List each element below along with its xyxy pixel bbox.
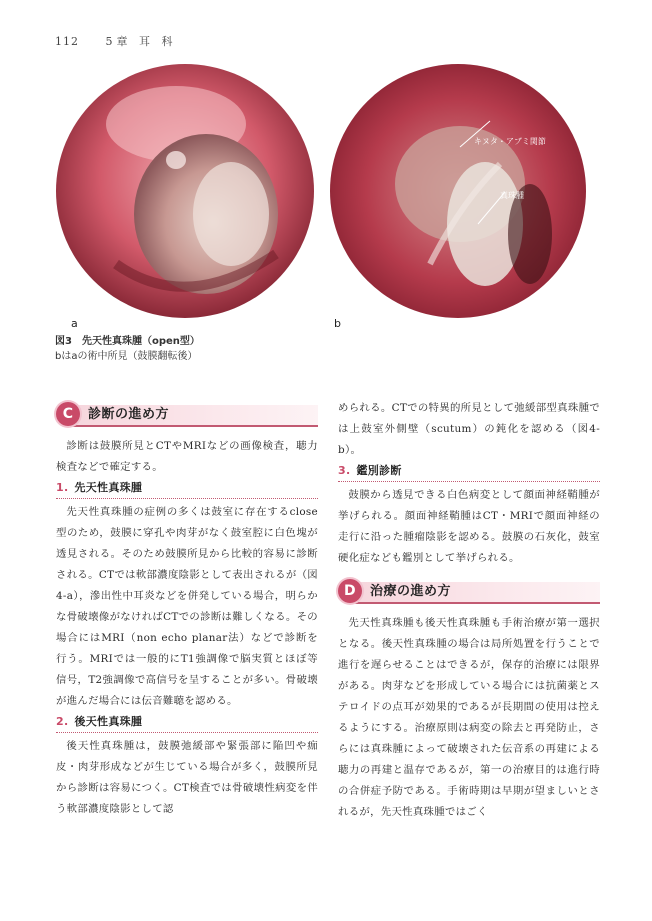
treatment-paragraph: 先天性真珠腫も後天性真珠腫も手術治療が第一選択となる。後天性真珠腫の場合は局所処置を行うことで進行を遅らせることはできるが，保存的治療には限界がある。肉芽などを形成している場合には抗菌薬とステロイドの点耳が効果的であるが長期間の使用は控えるようにする。治療原則は病変の除去と再発防止，さらには真珠腫によって破壊された伝音系の再建による聴力の再建と温存であるが，第一の治療目的は進行時の合併症予防である。手術時期は早期が望ましいとされるが，先天性真珠腫ではごく xyxy=(338,617,600,818)
panel-label-b: b xyxy=(334,317,341,330)
right-column xyxy=(338,398,600,823)
section-badge-c: C xyxy=(56,402,80,426)
left-column xyxy=(56,398,318,820)
caption-sub: bはaの術中所見（鼓膜翻転後） xyxy=(55,351,198,362)
panel-label-a: a xyxy=(71,317,78,330)
running-header xyxy=(55,33,177,49)
subheading-congenital: 1. 先天性真珠腫 xyxy=(56,478,318,499)
caption-title: 図3 先天性真珠腫（open型） xyxy=(55,336,200,347)
annotation-cholesteatoma: 真珠腫 xyxy=(500,191,524,200)
c-intro-paragraph: 診断は鼓膜所見とCTやMRIなどの画像検査，聴力検査などで確定する。 xyxy=(56,440,318,473)
congenital-paragraph: 先天性真珠腫の症例の多くは鼓室に存在するclose型のため，鼓膜に穿孔や肉芽がなく鼓室腔に白色塊が透見される。そのため鼓膜所見から比較的容易に診断される。CTでは軟部濃度陰影として表出されるが（図4-a），滲出性中耳炎などを併発している場合，明らかな骨破壊像がなければCTでの診断は難しくなる。その場合にはMRI（non echo planar法）などで診断を行う。MRIでは一般的にT1強調像で脳実質とほぼ等信号，T2強調像で高信号を呈することが多い。骨破壊が進んだ場合には伝音難聴を認める。 xyxy=(56,506,318,707)
page-number: 112 xyxy=(55,35,79,48)
subheading-acquired: 2. 後天性真珠腫 xyxy=(56,712,318,733)
chapter-title: 5章 耳 科 xyxy=(105,35,177,48)
acquired-paragraph: 後天性真珠腫は，鼓膜弛緩部や緊張部に陥凹や痂皮・肉芽形成などが生じている場合が多く，鼓膜所見から診断は容易につく。CT検査では骨破壊性病変を伴う軟部濃度陰影として認 xyxy=(56,740,318,815)
annotation-incudostapedial-joint: キヌタ・アブミ関節 xyxy=(474,137,546,146)
figure-photo-a xyxy=(56,64,314,318)
subheading-differential: 3. 鑑別診断 xyxy=(338,461,600,482)
continuation-paragraph: められる。CTでの特異的所見として弛緩部型真珠腫では上鼓室外側壁（scutum）の鈍化を認める（図4-b）。 xyxy=(338,402,600,456)
section-title-c: 診断の進め方 xyxy=(88,407,170,422)
section-heading-d xyxy=(338,579,600,605)
differential-paragraph: 鼓膜から透見できる白色病変として顔面神経鞘腫が挙げられる。顔面神経鞘腫はCT・MRIで顔面神経の走行に沿った腫瘤陰影を認める。鼓膜の石灰化，鼓室硬化症なども鑑別として挙げられる。 xyxy=(338,489,600,564)
section-title-d: 治療の進め方 xyxy=(370,584,452,599)
section-heading-c xyxy=(56,402,318,428)
figure-caption xyxy=(55,334,200,364)
section-badge-d: D xyxy=(338,579,362,603)
figure-photo-b xyxy=(330,64,586,318)
